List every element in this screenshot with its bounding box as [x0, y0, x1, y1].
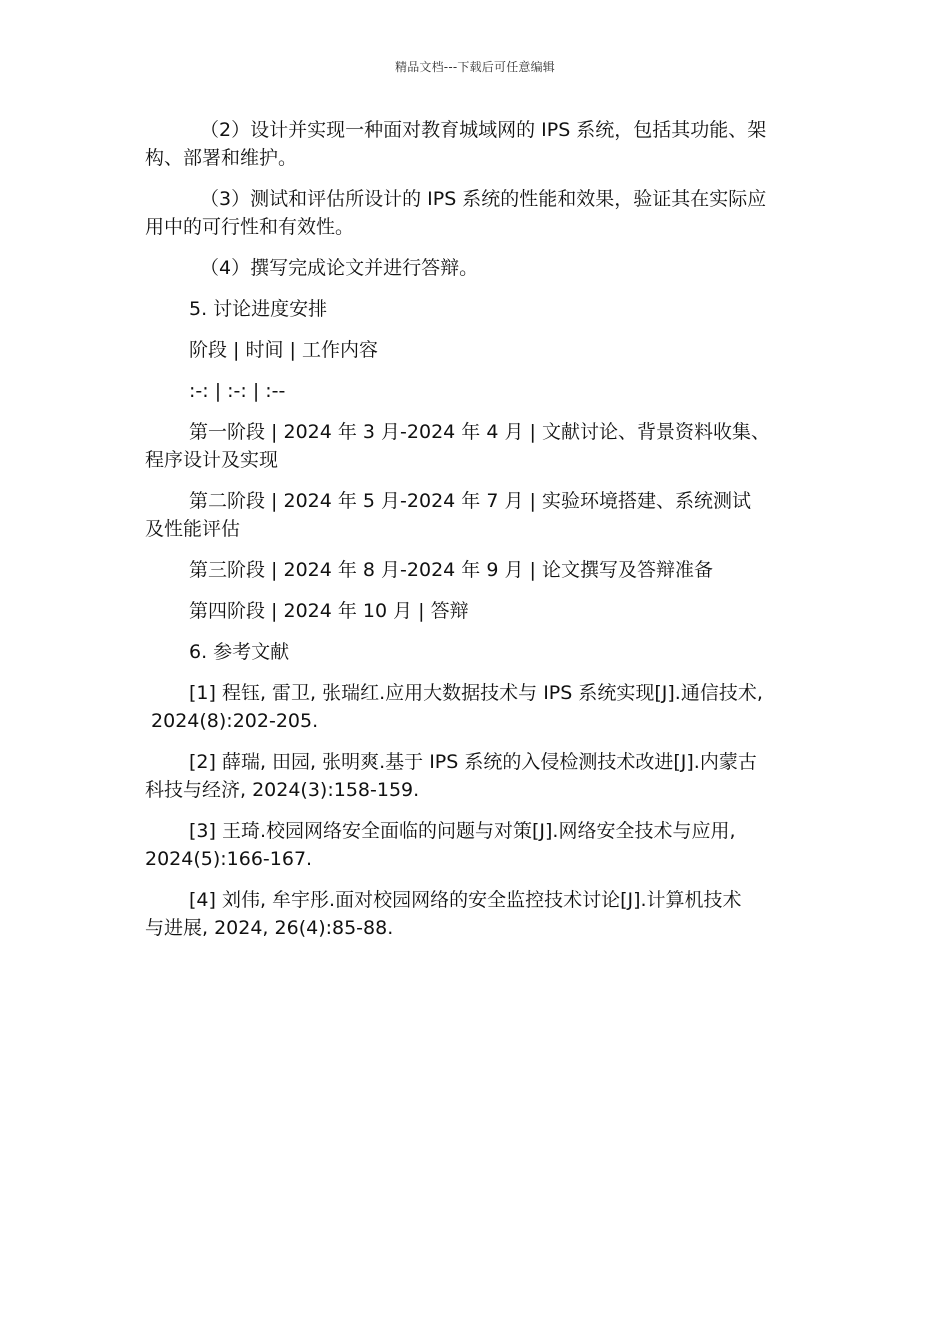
objective-item-2-line2: 构、部署和维护。	[145, 147, 298, 169]
section-6-heading	[145, 638, 813, 666]
reference-4-line2: 与进展, 2024, 26(4):85-88.	[145, 917, 394, 939]
schedule-row-2-line1: 第二阶段 | 2024 年 5 月-2024 年 7 月 | 实验环境搭建、系统测试	[189, 490, 751, 512]
objective-item-2-line1: （2）设计并实现一种面对教育城域网的 IPS 系统，包括其功能、架	[200, 119, 767, 141]
objective-item-3-line2: 用中的可行性和有效性。	[145, 216, 355, 238]
section-6-heading-text: 6. 参考文献	[189, 641, 290, 663]
document-body	[145, 116, 813, 955]
schedule-row-2-line2: 及性能评估	[145, 518, 241, 540]
schedule-row-1	[145, 418, 813, 474]
page-header: 精品文档---下载后可任意编辑	[395, 60, 555, 74]
reference-2-line2: 科技与经济, 2024(3):158-159.	[145, 779, 420, 801]
section-5-heading	[145, 295, 813, 323]
schedule-row-4-line1: 第四阶段 | 2024 年 10 月 | 答辩	[189, 600, 469, 622]
objective-item-3	[145, 185, 813, 241]
reference-1-line2: 2024(8):202-205.	[145, 710, 319, 732]
reference-3-line2: 2024(5):166-167.	[145, 848, 313, 870]
schedule-row-2	[145, 487, 813, 543]
schedule-table-align-text: :-: | :-: | :--	[189, 380, 286, 402]
schedule-row-1-line2: 程序设计及实现	[145, 449, 279, 471]
reference-3	[145, 817, 813, 873]
schedule-row-3-line1: 第三阶段 | 2024 年 8 月-2024 年 9 月 | 论文撰写及答辩准备	[189, 559, 713, 581]
reference-2-line1: [2] 薛瑞, 田园, 张明爽.基于 IPS 系统的入侵检测技术改进[J].内蒙古	[189, 751, 757, 773]
schedule-row-4	[145, 597, 813, 625]
reference-2	[145, 748, 813, 804]
reference-3-line1: [3] 王琦.校园网络安全面临的问题与对策[J].网络安全技术与应用,	[189, 820, 736, 842]
schedule-row-3	[145, 556, 813, 584]
schedule-table-header	[145, 336, 813, 364]
objective-item-4	[145, 254, 813, 282]
reference-1-line1: [1] 程钰, 雷卫, 张瑞红.应用大数据技术与 IPS 系统实现[J].通信技术,	[189, 682, 763, 704]
reference-4	[145, 886, 813, 942]
objective-item-4-line1: （4）撰写完成论文并进行答辩。	[200, 257, 479, 279]
section-5-heading-text: 5. 讨论进度安排	[189, 298, 328, 320]
schedule-table-header-text: 阶段 | 时间 | 工作内容	[189, 339, 378, 361]
schedule-table-align	[145, 377, 813, 405]
schedule-row-1-line1: 第一阶段 | 2024 年 3 月-2024 年 4 月 | 文献讨论、背景资料收集、	[189, 421, 770, 443]
reference-4-line1: [4] 刘伟, 牟宇彤.面对校园网络的安全监控技术讨论[J].计算机技术	[189, 889, 742, 911]
objective-item-2	[145, 116, 813, 172]
reference-1	[145, 679, 813, 735]
objective-item-3-line1: （3）测试和评估所设计的 IPS 系统的性能和效果，验证其在实际应	[200, 188, 767, 210]
